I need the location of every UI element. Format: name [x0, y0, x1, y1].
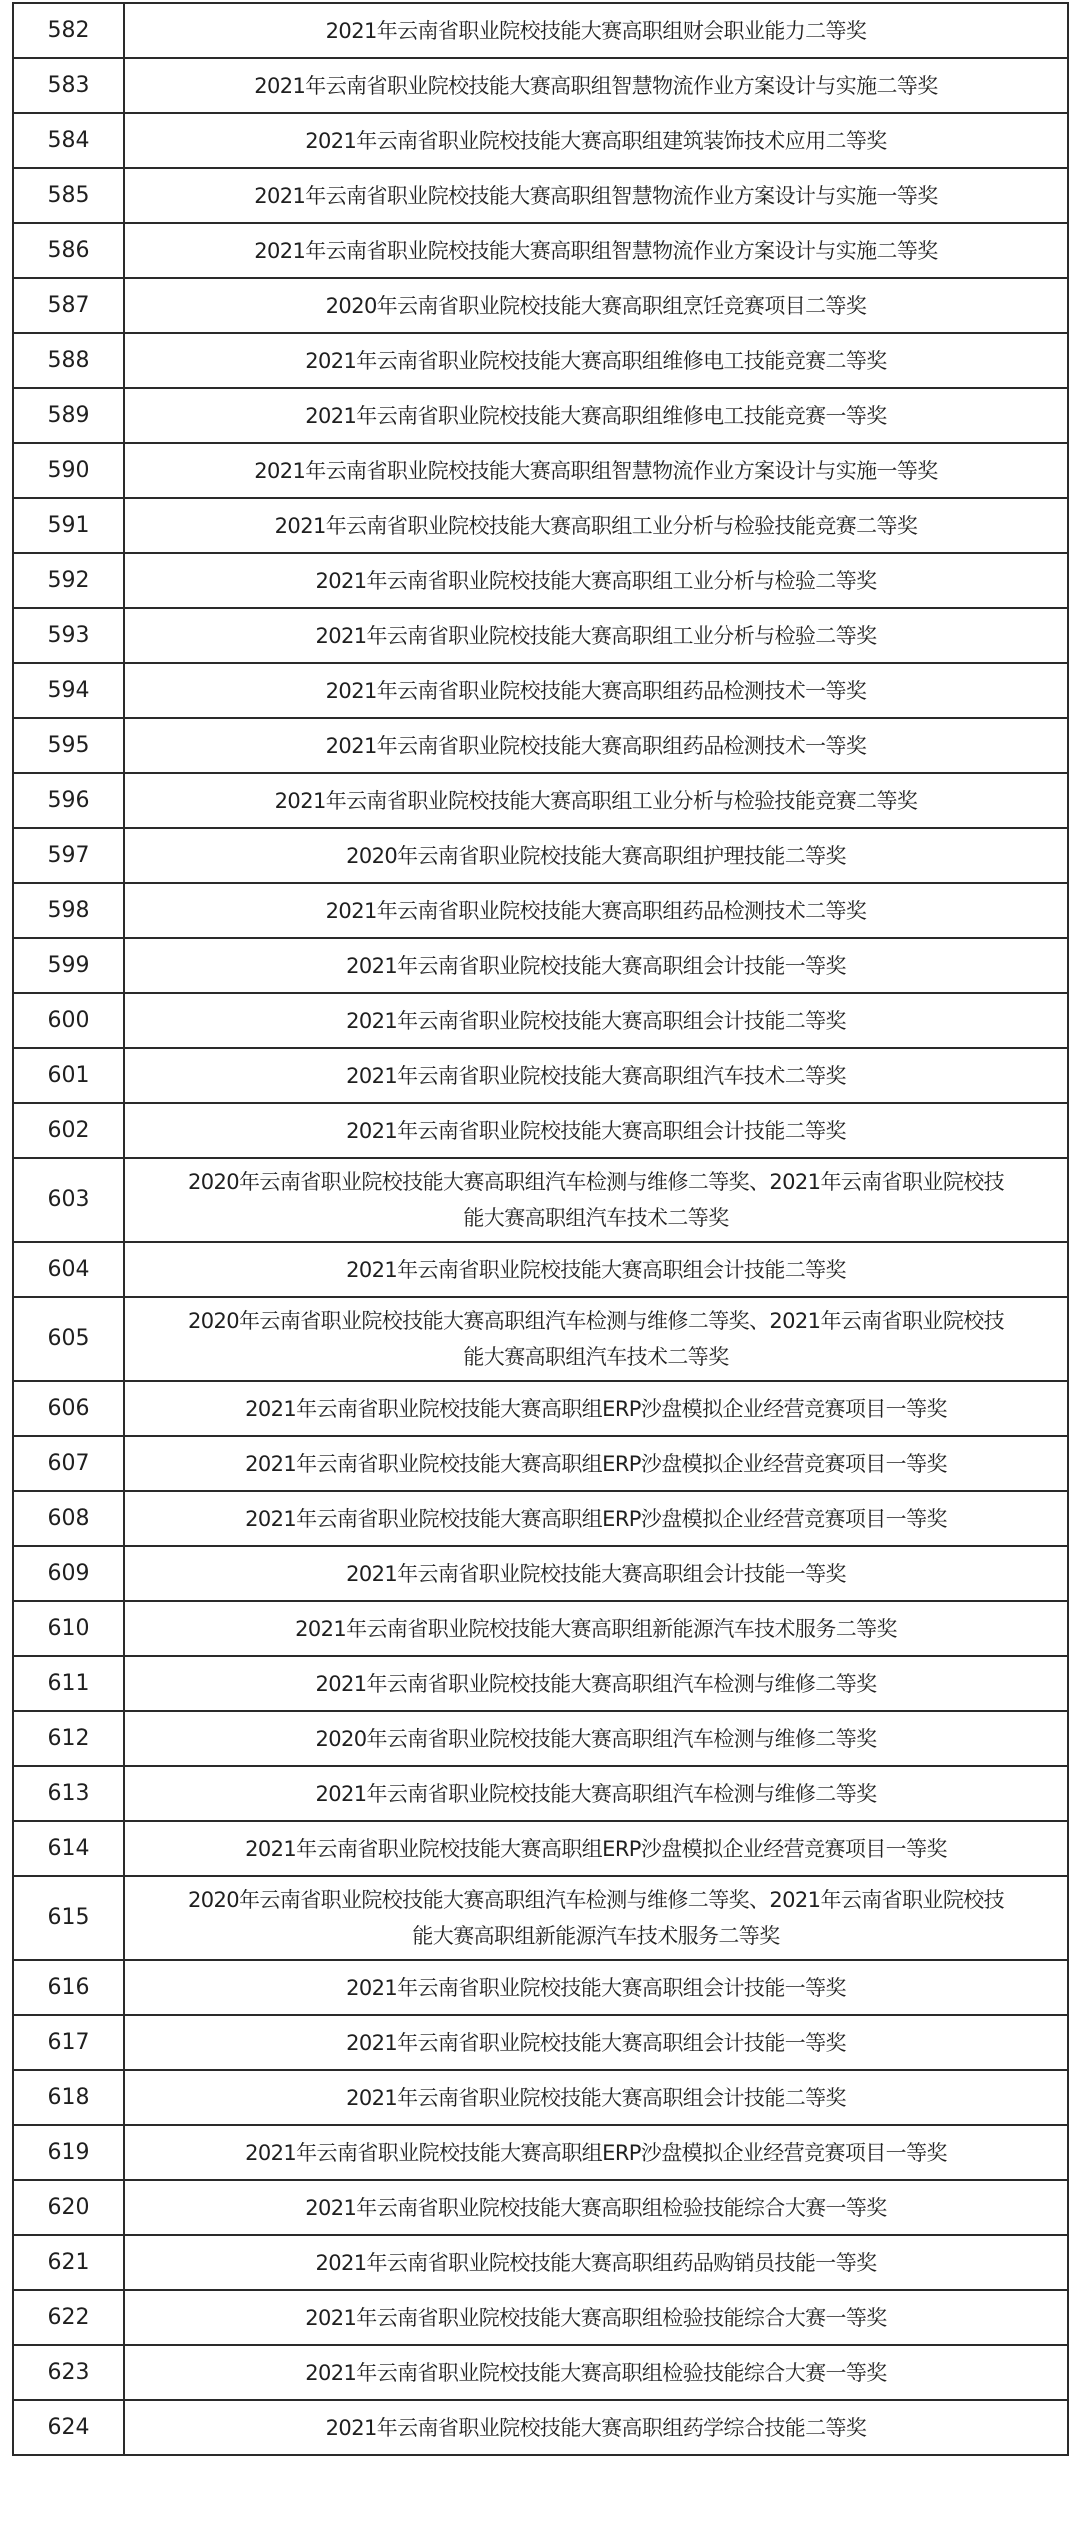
table-row: [13, 608, 1068, 663]
table-row: [13, 333, 1068, 388]
award-name-line-1: 2020年云南省职业院校技能大赛高职组汽车检测与维修二等奖、2021年云南省职业院校技: [187, 1888, 1005, 1912]
row-number: 612: [13, 1711, 124, 1766]
table-row: [13, 1491, 1068, 1546]
table-row: [13, 773, 1068, 828]
table-row: [13, 1436, 1068, 1491]
award-name: 2021年云南省职业院校技能大赛高职组药品购销员技能一等奖: [124, 2235, 1068, 2290]
table-row: [13, 2235, 1068, 2290]
table-row: [13, 1821, 1068, 1876]
table-row: [13, 443, 1068, 498]
row-number: 616: [13, 1960, 124, 2015]
award-name: [124, 1158, 1068, 1242]
table-row: [13, 1242, 1068, 1297]
table-row: [13, 1711, 1068, 1766]
table-row: [13, 1546, 1068, 1601]
award-name: 2021年云南省职业院校技能大赛高职组工业分析与检验技能竞赛二等奖: [124, 773, 1068, 828]
row-number: 586: [13, 223, 124, 278]
table-row: [13, 223, 1068, 278]
row-number: 619: [13, 2125, 124, 2180]
award-name: 2021年云南省职业院校技能大赛高职组工业分析与检验二等奖: [124, 608, 1068, 663]
table-row: [13, 2400, 1068, 2455]
award-name: 2021年云南省职业院校技能大赛高职组建筑装饰技术应用二等奖: [124, 113, 1068, 168]
award-name: 2021年云南省职业院校技能大赛高职组ERP沙盘模拟企业经营竞赛项目一等奖: [124, 1436, 1068, 1491]
award-name: 2021年云南省职业院校技能大赛高职组药品检测技术一等奖: [124, 663, 1068, 718]
row-number: 613: [13, 1766, 124, 1821]
table-row: [13, 718, 1068, 773]
row-number: 621: [13, 2235, 124, 2290]
table-row: [13, 663, 1068, 718]
row-number: 590: [13, 443, 124, 498]
table-row: [13, 1766, 1068, 1821]
award-name: 2021年云南省职业院校技能大赛高职组会计技能二等奖: [124, 1103, 1068, 1158]
award-name: 2021年云南省职业院校技能大赛高职组检验技能综合大赛一等奖: [124, 2345, 1068, 2400]
row-number: 622: [13, 2290, 124, 2345]
row-number: 611: [13, 1656, 124, 1711]
row-number: 594: [13, 663, 124, 718]
award-name: 2021年云南省职业院校技能大赛高职组ERP沙盘模拟企业经营竞赛项目一等奖: [124, 2125, 1068, 2180]
row-number: 618: [13, 2070, 124, 2125]
row-number: 585: [13, 168, 124, 223]
award-name-line-2: 能大赛高职组汽车技术二等奖: [463, 1345, 729, 1369]
award-name: 2021年云南省职业院校技能大赛高职组ERP沙盘模拟企业经营竞赛项目一等奖: [124, 1381, 1068, 1436]
award-table: [12, 2, 1069, 2456]
row-number: 604: [13, 1242, 124, 1297]
award-name: [124, 1876, 1068, 1960]
row-number: 617: [13, 2015, 124, 2070]
award-name: 2021年云南省职业院校技能大赛高职组会计技能一等奖: [124, 1960, 1068, 2015]
row-number: 606: [13, 1381, 124, 1436]
award-name: 2021年云南省职业院校技能大赛高职组会计技能一等奖: [124, 2015, 1068, 2070]
table-row: [13, 938, 1068, 993]
award-name: 2021年云南省职业院校技能大赛高职组工业分析与检验二等奖: [124, 553, 1068, 608]
table-row: [13, 1656, 1068, 1711]
award-name: 2020年云南省职业院校技能大赛高职组汽车检测与维修二等奖: [124, 1711, 1068, 1766]
table-row: [13, 2125, 1068, 2180]
award-name: 2021年云南省职业院校技能大赛高职组工业分析与检验技能竞赛二等奖: [124, 498, 1068, 553]
row-number: 605: [13, 1297, 124, 1381]
award-table-body: [13, 3, 1068, 2455]
table-row: [13, 3, 1068, 58]
table-row: [13, 2290, 1068, 2345]
row-number: 608: [13, 1491, 124, 1546]
award-name-line-2: 能大赛高职组新能源汽车技术服务二等奖: [412, 1924, 780, 1948]
row-number: 599: [13, 938, 124, 993]
award-name: 2021年云南省职业院校技能大赛高职组药品检测技术一等奖: [124, 718, 1068, 773]
award-name: 2021年云南省职业院校技能大赛高职组汽车检测与维修二等奖: [124, 1766, 1068, 1821]
table-row: [13, 1960, 1068, 2015]
table-row: [13, 2180, 1068, 2235]
table-row: [13, 388, 1068, 443]
row-number: 588: [13, 333, 124, 388]
award-name: 2020年云南省职业院校技能大赛高职组烹饪竞赛项目二等奖: [124, 278, 1068, 333]
row-number: 591: [13, 498, 124, 553]
table-row: [13, 883, 1068, 938]
table-row: [13, 993, 1068, 1048]
row-number: 610: [13, 1601, 124, 1656]
table-row: [13, 1876, 1068, 1960]
award-name: 2021年云南省职业院校技能大赛高职组会计技能一等奖: [124, 1546, 1068, 1601]
row-number: 598: [13, 883, 124, 938]
award-name: 2021年云南省职业院校技能大赛高职组汽车检测与维修二等奖: [124, 1656, 1068, 1711]
row-number: 614: [13, 1821, 124, 1876]
award-name: 2021年云南省职业院校技能大赛高职组药学综合技能二等奖: [124, 2400, 1068, 2455]
table-row: [13, 1048, 1068, 1103]
award-name: 2021年云南省职业院校技能大赛高职组会计技能二等奖: [124, 1242, 1068, 1297]
row-number: 596: [13, 773, 124, 828]
table-row: [13, 553, 1068, 608]
row-number: 600: [13, 993, 124, 1048]
award-name: 2021年云南省职业院校技能大赛高职组维修电工技能竞赛二等奖: [124, 333, 1068, 388]
award-name: 2021年云南省职业院校技能大赛高职组检验技能综合大赛一等奖: [124, 2290, 1068, 2345]
award-name: 2021年云南省职业院校技能大赛高职组智慧物流作业方案设计与实施二等奖: [124, 223, 1068, 278]
award-name: 2020年云南省职业院校技能大赛高职组护理技能二等奖: [124, 828, 1068, 883]
award-name: 2021年云南省职业院校技能大赛高职组会计技能一等奖: [124, 938, 1068, 993]
award-name-line-1: 2020年云南省职业院校技能大赛高职组汽车检测与维修二等奖、2021年云南省职业院校技: [187, 1309, 1005, 1333]
award-name: 2021年云南省职业院校技能大赛高职组智慧物流作业方案设计与实施二等奖: [124, 58, 1068, 113]
table-row: [13, 498, 1068, 553]
row-number: 584: [13, 113, 124, 168]
row-number: 587: [13, 278, 124, 333]
row-number: 620: [13, 2180, 124, 2235]
award-name: 2021年云南省职业院校技能大赛高职组财会职业能力二等奖: [124, 3, 1068, 58]
table-row: [13, 278, 1068, 333]
row-number: 601: [13, 1048, 124, 1103]
row-number: 592: [13, 553, 124, 608]
row-number: 582: [13, 3, 124, 58]
row-number: 597: [13, 828, 124, 883]
award-name: 2021年云南省职业院校技能大赛高职组新能源汽车技术服务二等奖: [124, 1601, 1068, 1656]
row-number: 623: [13, 2345, 124, 2400]
award-name: 2021年云南省职业院校技能大赛高职组汽车技术二等奖: [124, 1048, 1068, 1103]
table-row: [13, 1158, 1068, 1242]
award-name: 2021年云南省职业院校技能大赛高职组ERP沙盘模拟企业经营竞赛项目一等奖: [124, 1491, 1068, 1546]
table-row: [13, 58, 1068, 113]
table-row: [13, 1297, 1068, 1381]
row-number: 607: [13, 1436, 124, 1491]
table-row: [13, 1601, 1068, 1656]
table-row: [13, 2345, 1068, 2400]
table-row: [13, 1381, 1068, 1436]
award-name: 2021年云南省职业院校技能大赛高职组会计技能二等奖: [124, 2070, 1068, 2125]
table-row: [13, 2015, 1068, 2070]
row-number: 609: [13, 1546, 124, 1601]
award-name-line-2: 能大赛高职组汽车技术二等奖: [463, 1206, 729, 1230]
award-name: 2021年云南省职业院校技能大赛高职组智慧物流作业方案设计与实施一等奖: [124, 168, 1068, 223]
award-name: 2021年云南省职业院校技能大赛高职组ERP沙盘模拟企业经营竞赛项目一等奖: [124, 1821, 1068, 1876]
table-row: [13, 1103, 1068, 1158]
row-number: 615: [13, 1876, 124, 1960]
row-number: 602: [13, 1103, 124, 1158]
row-number: 603: [13, 1158, 124, 1242]
row-number: 589: [13, 388, 124, 443]
award-name: [124, 1297, 1068, 1381]
row-number: 593: [13, 608, 124, 663]
award-name: 2021年云南省职业院校技能大赛高职组药品检测技术二等奖: [124, 883, 1068, 938]
award-name: 2021年云南省职业院校技能大赛高职组维修电工技能竞赛一等奖: [124, 388, 1068, 443]
award-name: 2021年云南省职业院校技能大赛高职组智慧物流作业方案设计与实施一等奖: [124, 443, 1068, 498]
table-row: [13, 828, 1068, 883]
row-number: 595: [13, 718, 124, 773]
award-name-line-1: 2020年云南省职业院校技能大赛高职组汽车检测与维修二等奖、2021年云南省职业院校技: [187, 1170, 1005, 1194]
award-name: 2021年云南省职业院校技能大赛高职组检验技能综合大赛一等奖: [124, 2180, 1068, 2235]
table-row: [13, 113, 1068, 168]
table-row: [13, 2070, 1068, 2125]
row-number: 624: [13, 2400, 124, 2455]
award-name: 2021年云南省职业院校技能大赛高职组会计技能二等奖: [124, 993, 1068, 1048]
row-number: 583: [13, 58, 124, 113]
table-row: [13, 168, 1068, 223]
